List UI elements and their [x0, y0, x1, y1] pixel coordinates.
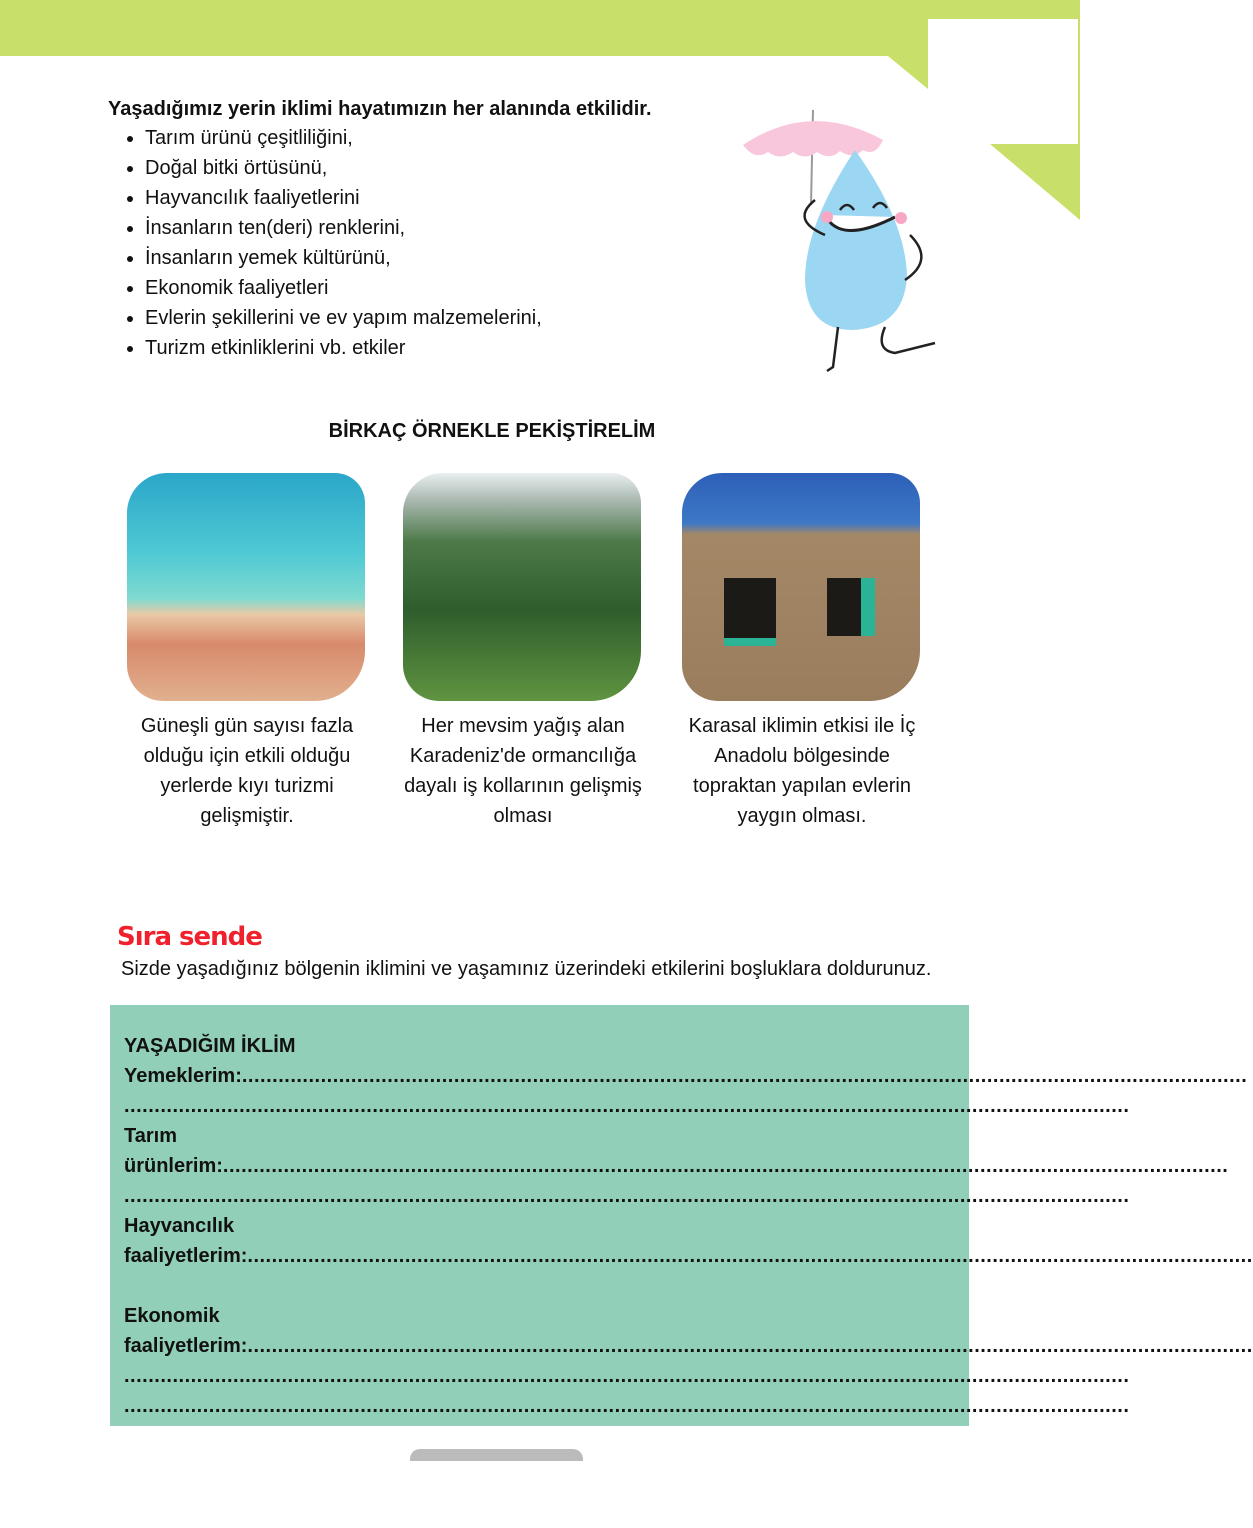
list-item: • İnsanların ten(deri) renklerini,: [145, 213, 652, 243]
list-item: • Tarım ürünü çeşitliliğini,: [145, 123, 652, 153]
econ-line-2[interactable]: ......................................................................................................................................................................: [124, 1365, 1130, 1387]
farm-line[interactable]: ürünlerim:......................................................................................................................................................................: [124, 1155, 1229, 1177]
fill-in-box: [110, 1005, 1253, 1426]
intro-section: [108, 98, 652, 363]
econ-line[interactable]: faaliyetlerim:......................................................................................................................................................................: [124, 1335, 1253, 1357]
beach-photo: [127, 473, 365, 701]
animal-label: Hayvancılık: [124, 1215, 235, 1237]
list-item: • İnsanların yemek kültürünü,: [145, 243, 652, 273]
econ-line-3[interactable]: ......................................................................................................................................................................: [124, 1395, 1130, 1417]
box-title: YAŞADIĞIM İKLİM: [124, 1035, 296, 1057]
mudhouse-caption: Karasal iklimin etkisi ile İç Anadolu bölgesinde topraktan yapılan evlerin yaygın olması.: [688, 715, 916, 827]
list-item: • Evlerin şekillerini ve ev yapım malzemelerini,: [145, 303, 652, 333]
food-line[interactable]: Yemeklerim:......................................................................................................................................................................: [124, 1065, 1248, 1087]
example-card-forest: [403, 473, 643, 831]
farm-line-2[interactable]: ......................................................................................................................................................................: [124, 1185, 1130, 1207]
farm-label: Tarım: [124, 1125, 177, 1147]
raindrop-mascot-illustration: [735, 105, 945, 380]
intro-heading: Yaşadığımız yerin iklimi hayatımızın her alanında etkilidir.: [108, 98, 652, 120]
econ-label: Ekonomik: [124, 1305, 220, 1327]
list-item: • Hayvancılık faaliyetlerini: [145, 183, 652, 213]
blank-patch: [928, 19, 1078, 144]
exercise-instruction: Sizde yaşadığınız bölgenin iklimini ve yaşamınız üzerindeki etkilerini boşluklara doldurunuz.: [121, 958, 932, 980]
example-card-mudhouse: [682, 473, 922, 831]
animal-line[interactable]: faaliyetlerim:......................................................................................................................................................................: [124, 1245, 1253, 1267]
beach-caption: Güneşli gün sayısı fazla olduğu için etkili olduğu yerlerde kıyı turizmi gelişmiştir.: [140, 715, 354, 827]
forest-photo: [403, 473, 641, 701]
scroll-handle[interactable]: [410, 1449, 583, 1461]
list-item: • Ekonomik faaliyetleri: [145, 273, 652, 303]
forest-caption: Her mevsim yağış alan Karadeniz'de ormancılığa dayalı iş kollarının gelişmiş olması: [404, 715, 642, 827]
mudhouse-photo: [682, 473, 920, 701]
exercise-title: Sıra sende: [117, 922, 262, 952]
list-item: • Turizm etkinliklerini vb. etkiler: [145, 333, 652, 363]
list-item: • Doğal bitki örtüsünü,: [145, 153, 652, 183]
example-card-beach: [127, 473, 367, 831]
food-line-2[interactable]: ......................................................................................................................................................................: [124, 1095, 1130, 1117]
examples-title: BİRKAÇ ÖRNEKLE PEKİŞTİRELİM: [328, 420, 656, 442]
effects-list: [108, 123, 652, 363]
